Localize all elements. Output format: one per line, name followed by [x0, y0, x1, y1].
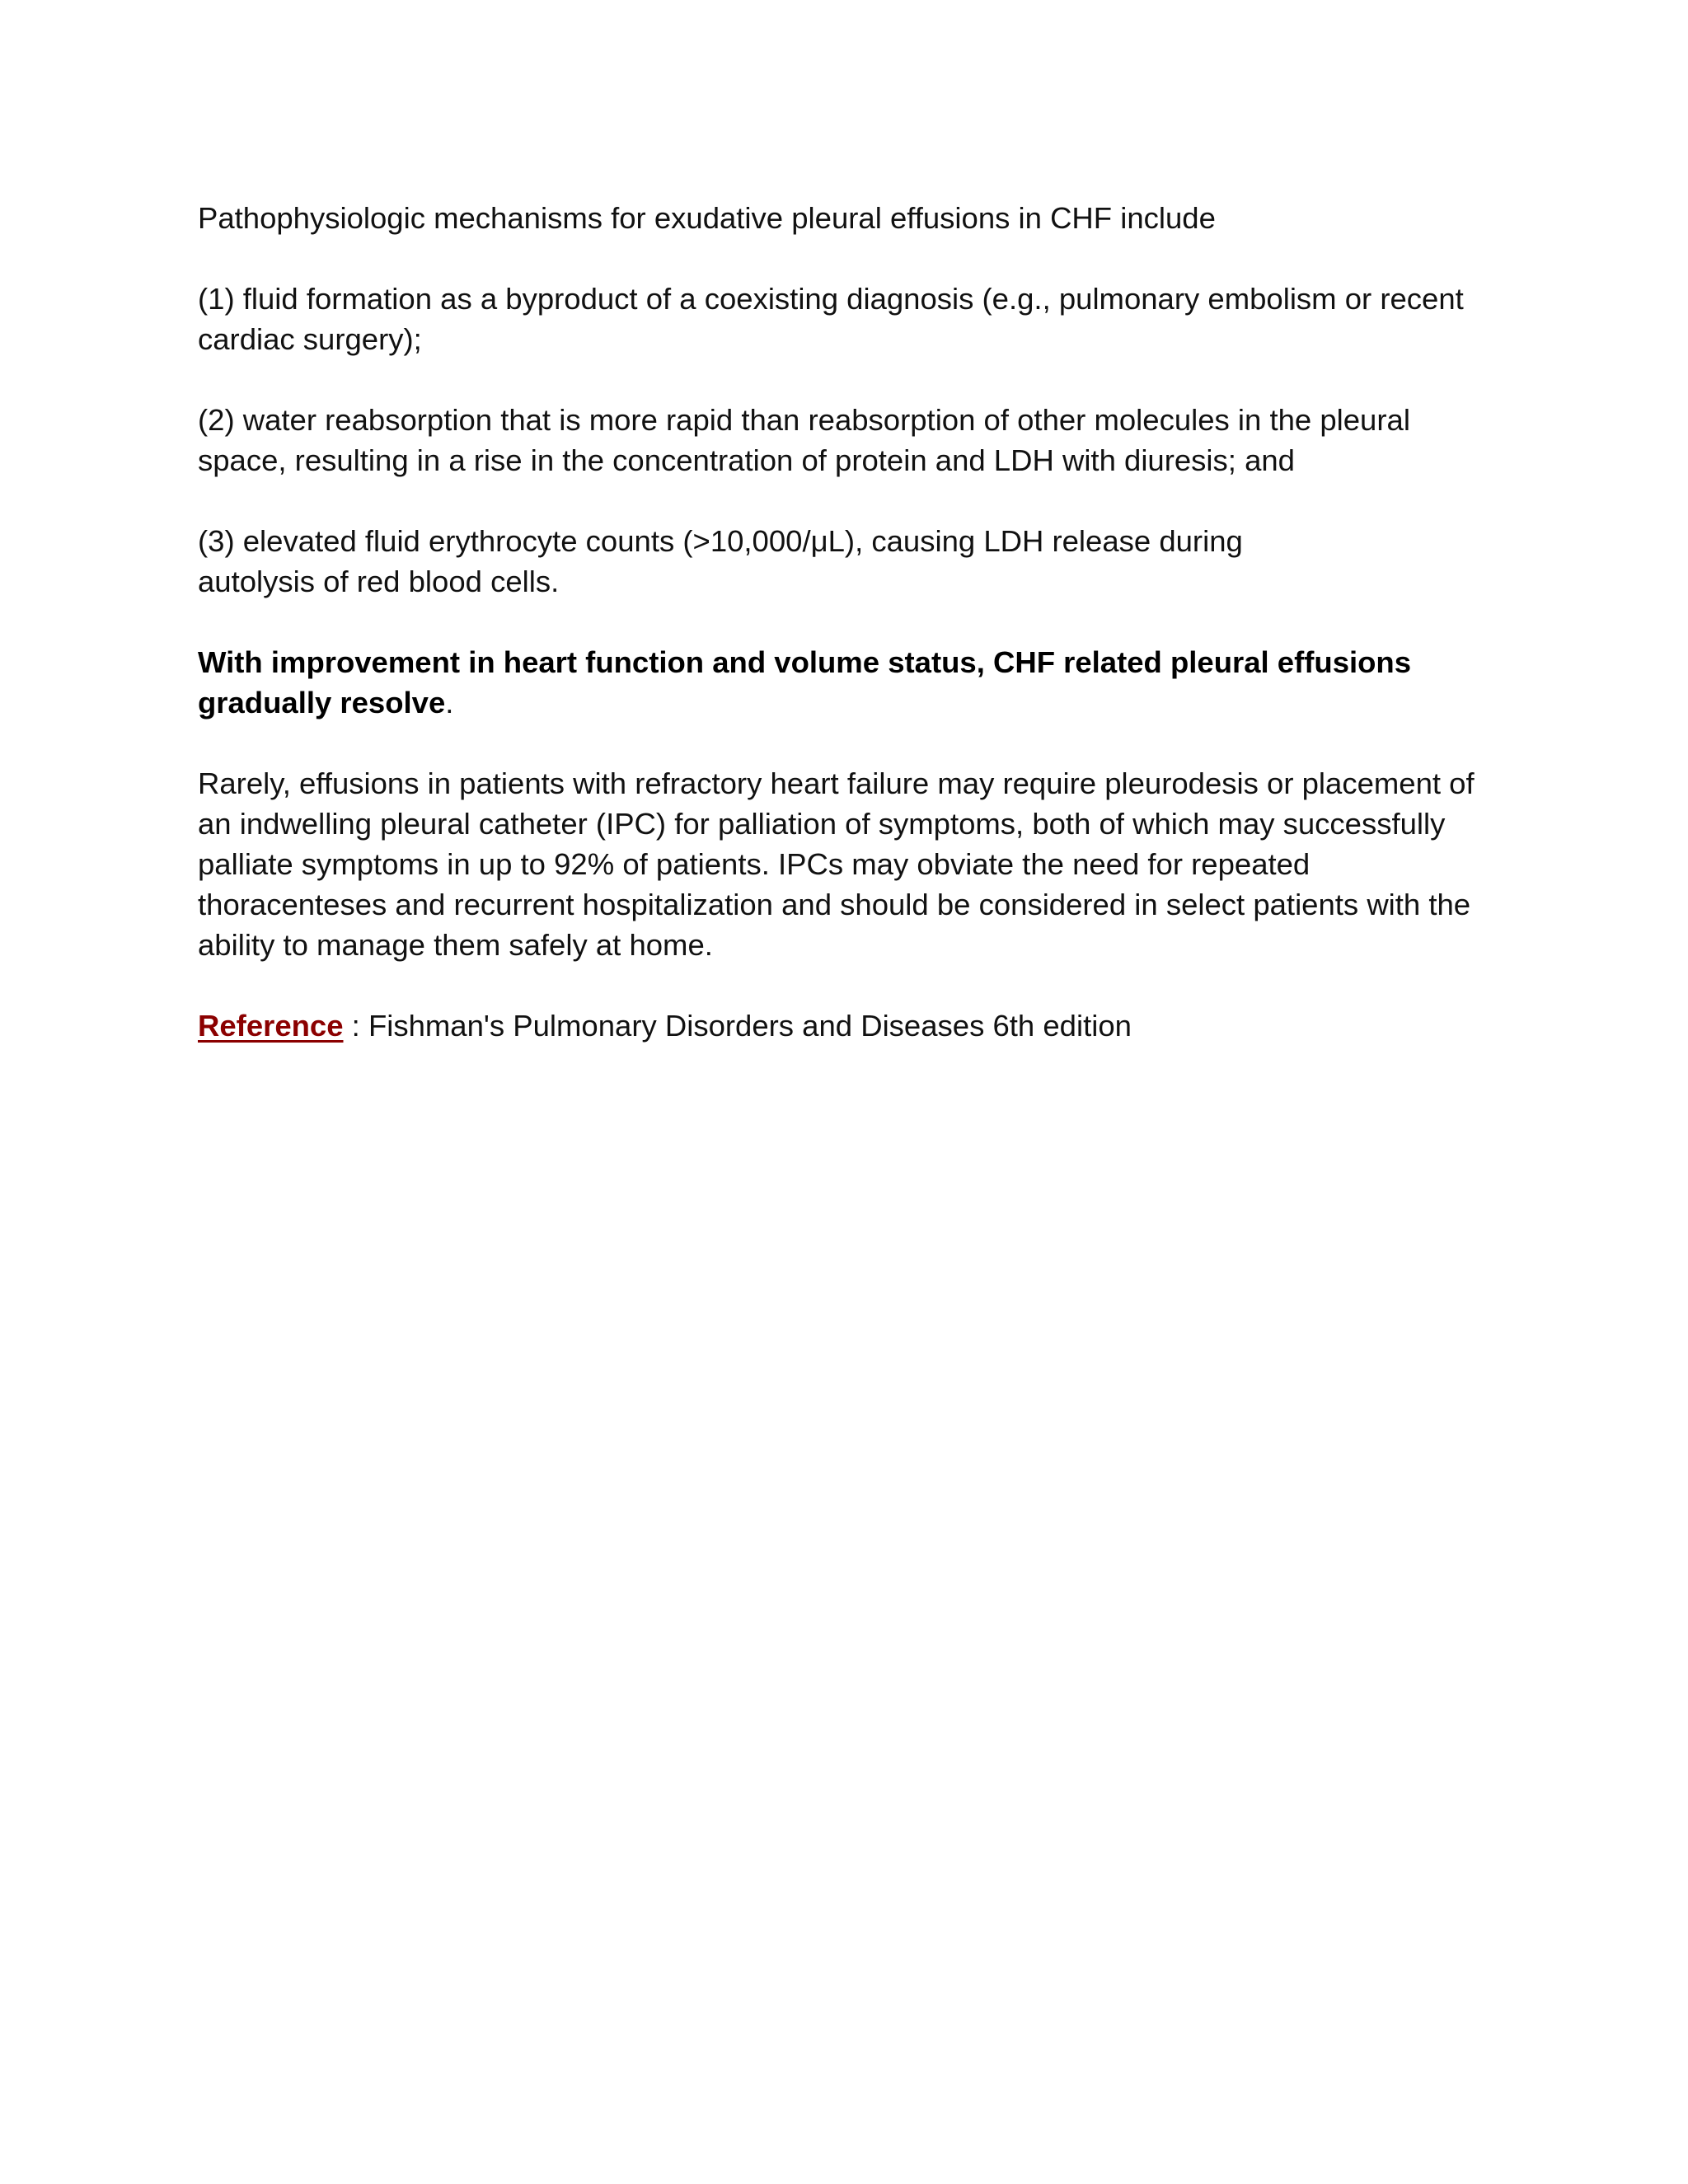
intro-paragraph: Pathophysiologic mechanisms for exudative pleural effusions in CHF include	[198, 201, 1216, 235]
resolution-statement-bold: With improvement in heart function and volume status, CHF related pleural effusions gradually resolve	[198, 645, 1412, 719]
reference-source-text: : Fishman's Pulmonary Disorders and Diseases 6th edition	[343, 1009, 1132, 1043]
reference-link[interactable]: Reference	[198, 1009, 344, 1043]
document-body	[198, 198, 1500, 1086]
mechanism-item-2: (2) water reabsorption that is more rapid than reabsorption of other molecules in the pleural space, resulting in a rise in the concentration of protein and LDH with diuresis; and	[198, 403, 1410, 477]
mechanism-item-1: (1) fluid formation as a byproduct of a coexisting diagnosis (e.g., pulmonary embolism or recent cardiac surgery);	[198, 282, 1464, 356]
reference-line	[198, 1005, 1500, 1046]
mechanism-item-3	[198, 521, 1500, 602]
mechanism-item-3-line-1: (3) elevated fluid erythrocyte counts (>10,000/μL), causing LDH release during	[198, 524, 1243, 558]
resolution-statement	[198, 642, 1500, 723]
resolution-statement-period: .	[445, 686, 454, 719]
mechanism-item-3-line-2: autolysis of red blood cells.	[198, 565, 560, 598]
refractory-paragraph: Rarely, effusions in patients with refractory heart failure may require pleurodesis or placement of an indwelling pleural catheter (IPC) for palliation of symptoms, both of which may successfully palliate symptoms in up to 92% of patients. IPCs may obviate the need for repeated thoracenteses and recurrent hospitalization and should be considered in select patients with the ability to manage them safely at home.	[198, 766, 1475, 962]
